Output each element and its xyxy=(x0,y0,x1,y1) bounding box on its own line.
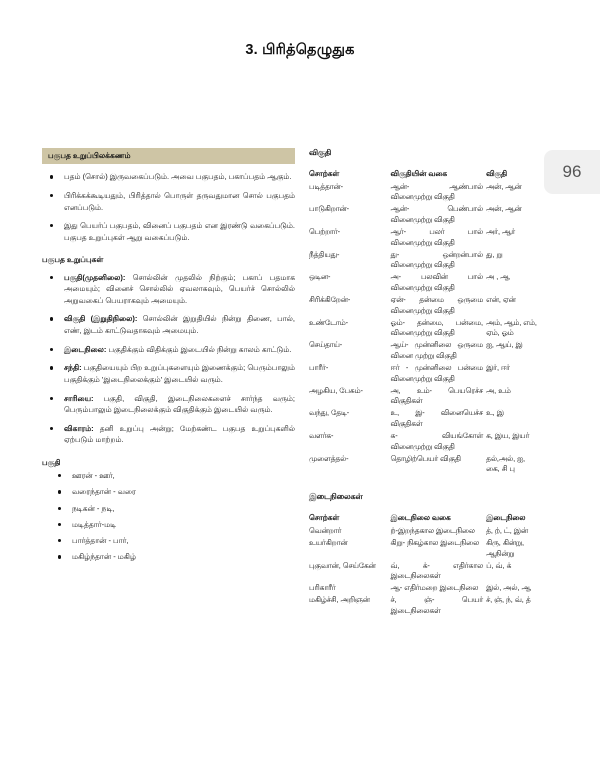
table-spacer xyxy=(309,476,542,492)
term-definition: தனி உறுப்பு அன்று; மேற்கண்ட பகுபத உறுப்புகளில் ஏற்படும் மாற்றம். xyxy=(64,423,296,445)
cell-vikuthi: அன், ஆன் xyxy=(486,204,522,214)
list-item xyxy=(42,393,295,416)
term-label: சாரியை: xyxy=(64,393,94,403)
cell-type: அ- பலவின் பால் வினைமுற்று விகுதி xyxy=(390,272,484,292)
list-item xyxy=(42,313,295,336)
cell-idainilai: ப், வ், க் xyxy=(486,560,512,570)
page-title: 3. பிரித்தெழுதுக xyxy=(245,42,355,58)
cell-type: ச், ஞ்- பெயர் இடைநிலைகள் xyxy=(390,595,484,616)
table-header-row xyxy=(309,513,542,526)
cell-type: ஈர் - முன்னிலை பன்மை வினைமுற்று விகுதி xyxy=(390,362,484,383)
list-item xyxy=(42,344,295,356)
cell-idainilai: ச், ஞ், ந், வ், த் xyxy=(486,595,531,605)
cell-word: வளர்க- xyxy=(309,430,334,440)
column-header-type: இடைநிலை வகை xyxy=(390,513,451,523)
cell-type: ஓம்- தன்மை, பன்மை, வினைமுற்று விகுதி xyxy=(390,317,484,338)
table-row xyxy=(309,595,542,618)
table-row xyxy=(309,204,542,227)
pakuthi-list xyxy=(42,471,295,562)
cell-type: உ, இ- வினையெச்ச விகுதிகள் xyxy=(390,408,484,428)
term-label: இடைநிலை: xyxy=(64,344,107,354)
table-row xyxy=(309,408,542,431)
list-item: நடிகன் - நடி, xyxy=(42,504,295,514)
intro-bullet-list xyxy=(42,171,295,243)
section-band-heading: பகுபத உறுப்பிலக்கணம் xyxy=(42,148,295,164)
cell-type: தொழிற்பெயர் விகுதி xyxy=(390,453,461,463)
term-label: விகுதி (இறுதிநிலை): xyxy=(64,314,138,324)
list-item xyxy=(42,220,295,243)
table-row xyxy=(309,583,542,595)
term-definition: பகுதியையும் பிற உறுப்புகளையும் இணைக்கும்; பெரும்பாலும் பகுதிக்கும் 'இடைநிலைக்கும்' இடையில் வரும். xyxy=(64,363,295,384)
cell-word: புகுவான், செய்கேன் xyxy=(309,560,376,570)
table-row xyxy=(309,386,542,409)
cell-word: பாடுகிறான்- xyxy=(309,204,350,214)
page-number-badge: 96 xyxy=(544,150,600,194)
cell-type: ஏன்- தன்மை ஒருமை வினைமுற்று விகுதி xyxy=(390,295,484,315)
uruppu-bullet-list xyxy=(42,272,295,447)
term-label: விகாரம்: xyxy=(64,423,94,433)
cell-vikuthi: அம், ஆம், எம், ஏம், ஓம் xyxy=(486,317,537,338)
table-row xyxy=(309,295,542,318)
cell-vikuthi: அ, உம் xyxy=(486,385,511,395)
term-definition: பகுதி, விகுதி, இடைநிலைகளைச் சார்ந்த வரும்; பெரும்பாலும் இடைநிலைக்கும் விகுதிக்கும் இடையில் வரும். xyxy=(64,393,295,415)
term-definition: பகுதிக்கும் விதிக்கும் இடையில் நின்று காலம் காட்டும். xyxy=(108,344,292,354)
list-item xyxy=(42,190,295,213)
cell-type: து- ஒன்றன்பால் வினைமுற்று விகுதி xyxy=(390,249,484,270)
column-header-words: சொற்கள் xyxy=(309,169,340,178)
vikuthi-table xyxy=(309,169,542,476)
cell-vikuthi: ஐ, ஆய், இ xyxy=(486,340,523,350)
list-item: மகிழ்ந்தான் - மகிழ் xyxy=(42,552,295,562)
cell-type: ஆய்- முன்னிலை ஒருமை வினை முற்று விகுதி xyxy=(390,340,484,360)
cell-vikuthi: தல்,அல், ஐ, கை, சி பு xyxy=(486,453,526,474)
table-row xyxy=(309,182,542,205)
idainilai-table xyxy=(309,513,542,618)
column-header-type: விகுதியின் வகை xyxy=(390,169,448,178)
list-item: வரைந்தான் - வரை xyxy=(42,487,295,497)
cell-word: முளைத்தல்- xyxy=(309,453,349,463)
cell-vikuthi: க, இய, இயர் xyxy=(486,430,530,440)
cell-type: கிறு- நிகழ்கால இடைநிலை xyxy=(390,538,480,548)
cell-vikuthi: து, று xyxy=(486,249,503,259)
list-item: பார்த்தான் - பார், xyxy=(42,536,295,546)
right-column xyxy=(309,148,542,618)
content-columns xyxy=(42,148,542,618)
cell-word: ஒடின- xyxy=(309,272,331,282)
table-row xyxy=(309,454,542,477)
table-row xyxy=(309,227,542,250)
table-row xyxy=(309,250,542,273)
idainilai-title: இடைநிலைகள் xyxy=(309,492,363,502)
table-header-row xyxy=(309,169,542,182)
cell-word: மகிழ்ச்சி, அறிஞன் xyxy=(309,595,370,605)
cell-type: ஆர்- பலர் பால் வினைமுற்று விகுதி xyxy=(390,227,484,247)
list-item xyxy=(42,272,295,307)
cell-type: வ், க்- எதிர்கால இடைநிலைகள் xyxy=(390,560,484,581)
column-header-vikuthi: விகுதி xyxy=(486,169,508,178)
cell-type: ஆன்- ஆண்பால் வினைமுற்று விகுதி xyxy=(390,181,484,202)
bullet-text: பதம் (சொல்) இருவகைப்படும். அவை பகுபதம், பகாப்பதம் ஆகும். xyxy=(64,172,292,182)
term-definition: சொல்லின் இறுதியில் நின்று திணை, பால், எண், இடம் காட்டுவதாகவும் அமையும். xyxy=(64,314,295,336)
cell-idainilai: த், ற், ட், இன் xyxy=(486,526,528,535)
cell-word: பரிகாரீர் xyxy=(309,583,336,593)
cell-vikuthi: இர், ஈர் xyxy=(486,362,510,372)
table-row xyxy=(309,538,542,561)
cell-type: க- வியங்கோள் வினைமுற்று விகுதி xyxy=(390,430,484,451)
cell-vikuthi: அர், ஆர் xyxy=(486,227,516,237)
table-row xyxy=(309,431,542,454)
cell-word: வென்றார் xyxy=(309,526,342,535)
cell-vikuthi: உ, இ xyxy=(486,408,504,418)
list-item xyxy=(42,171,295,183)
list-item: ஊரன் - ஊர், xyxy=(42,471,295,481)
cell-type: ஆன்- பெண்பால் வினைமுற்று விகுதி xyxy=(390,204,484,224)
term-definition: சொல்லின் முதலில் நிற்கும்; பகாப் பதமாக அமையும்; வினைச் சொல்லில் ஏவலாகவும், பெயர்ச் சொல்லில் அறுவகைப் பெயராகவும் அமையும். xyxy=(64,272,295,305)
term-label: சந்தி: xyxy=(64,363,82,373)
term-label: பகுதி(முதனிலை): xyxy=(64,272,126,282)
cell-word: பாரீர்- xyxy=(309,362,329,372)
cell-word: வந்து, தேடி- xyxy=(309,408,350,418)
cell-word: செய்தாய்- xyxy=(309,340,343,350)
cell-word: படித்தான்- xyxy=(309,181,344,191)
cell-word: பெற்றார்- xyxy=(309,227,341,237)
pakuthi-heading: பகுதி xyxy=(42,458,61,468)
table-row xyxy=(309,340,542,363)
cell-word: உயர்கிறான் xyxy=(309,538,348,548)
cell-word: நீத்தியது- xyxy=(309,249,340,259)
list-item xyxy=(42,423,295,446)
cell-vikuthi: அன், ஆன் xyxy=(486,181,522,191)
cell-idainilai: இல், அல், ஆ xyxy=(486,583,531,593)
cell-idainilai: கிரு, கின்று, ஆநின்று xyxy=(486,538,525,558)
column-header-words: சொற்கள் xyxy=(309,513,340,523)
cell-vikuthi: அ , ஆ xyxy=(486,272,510,282)
table-row xyxy=(309,526,542,538)
cell-word: அழகிய, பேசும்- xyxy=(309,385,363,395)
cell-type: ற்-இறந்தகால இடைநிலை xyxy=(390,526,475,535)
table-row xyxy=(309,363,542,386)
cell-word: உண்டோம்- xyxy=(309,317,349,327)
cell-vikuthi: என், ஏன் xyxy=(486,295,516,305)
table-row xyxy=(309,561,542,584)
list-item xyxy=(42,362,295,385)
bullet-text: பிரிக்கக்கூடியதும், பிரித்தால் பொருள் தருவதுமான சொல் பகுபதம் எனப்படும். xyxy=(64,190,295,212)
bullet-text: இது பெயர்ப் பகுபதம், வினைப் பகுபதம் என இரண்டு வகைப்படும். பகுபத உறுப்புகள் ஆறு வகைப்படும். xyxy=(64,221,295,242)
uruppu-heading: பகுபத உறுப்புகள் xyxy=(42,255,104,265)
cell-type: அ, உம்- பெயரெச்ச விகுதிகள் xyxy=(390,385,484,406)
cell-word: சிரிக்கிறேன்- xyxy=(309,295,351,305)
list-item: மடித்தார்-மடி xyxy=(42,520,295,530)
cell-type: ஆ- எதிர்மறை இடைநிலை xyxy=(390,583,479,593)
left-column xyxy=(42,148,295,618)
table-row xyxy=(309,272,542,295)
table-row xyxy=(309,318,542,341)
vikuthi-title: விகுதி xyxy=(309,148,332,157)
column-header-idainilai: இடைநிலை xyxy=(486,513,526,523)
